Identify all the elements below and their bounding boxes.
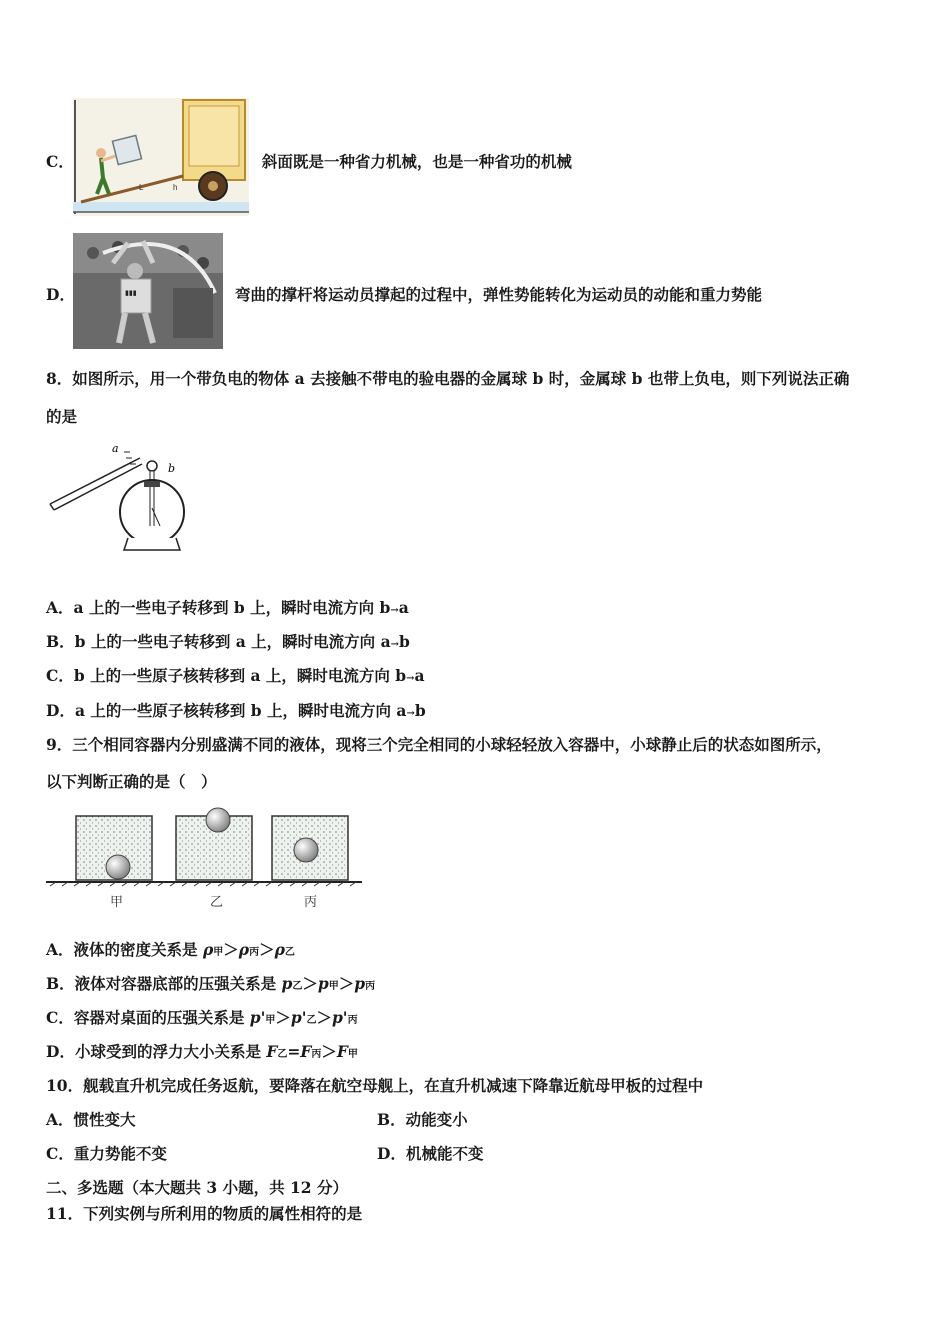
q7-option-c-label: C． xyxy=(46,152,74,171)
q8-option-a: A．a 上的一些电子转移到 b 上，瞬时电流方向 b→a xyxy=(46,598,409,617)
container-label-bing: 丙 xyxy=(304,895,318,910)
q10-option-b: B．动能变小 xyxy=(377,1110,468,1129)
q8-option-b: B．b 上的一些电子转移到 a 上，瞬时电流方向 a→b xyxy=(46,632,410,651)
container-label-jia: 甲 xyxy=(110,895,124,910)
label-a: a xyxy=(112,442,119,455)
q9-option-c: C．容器对桌面的压强关系是 p'甲＞p'乙＞p'丙 xyxy=(46,1008,358,1027)
q10-stem: 10．舰载直升机完成任务返航，要降落在航空母舰上，在直升机减速下降靠近航母甲板的过程中 xyxy=(46,1076,704,1095)
q9-stem-line2: 以下判断正确的是（ ） xyxy=(46,772,217,791)
q9-option-a: A．液体的密度关系是 ρ甲＞ρ丙＞ρ乙 xyxy=(46,940,295,959)
q9-option-b: B．液体对容器底部的压强关系是 p乙＞p甲＞p丙 xyxy=(46,974,376,993)
q7-option-c xyxy=(46,152,572,172)
q9-option-d: D．小球受到的浮力大小关系是 F乙=F丙＞F甲 xyxy=(46,1042,358,1061)
svg-text:h: h xyxy=(173,183,178,192)
q11-stem: 11．下列实例与所利用的物质的属性相符的是 xyxy=(46,1204,363,1223)
q10-option-c: C．重力势能不变 xyxy=(46,1144,167,1163)
q8-option-d: D．a 上的一些原子核转移到 b 上，瞬时电流方向 a→b xyxy=(46,701,426,720)
q7-option-d-label: D． xyxy=(46,285,75,304)
q7-option-c-text: 斜面既是一种省力机械，也是一种省功的机械 xyxy=(261,152,572,171)
section-title: 二、多选题（本大题共 3 小题，共 12 分） xyxy=(46,1178,348,1197)
q10-option-a: A．惯性变大 xyxy=(46,1110,136,1129)
svg-text:L: L xyxy=(139,183,144,192)
svg-text:▮▮▮: ▮▮▮ xyxy=(125,290,137,297)
label-b: b xyxy=(168,462,176,475)
q10-option-d: D．机械能不变 xyxy=(377,1144,484,1163)
q8-option-c: C．b 上的一些原子核转移到 a 上，瞬时电流方向 b→a xyxy=(46,666,425,685)
q9-stem-line1: 9．三个相同容器内分别盛满不同的液体，现将三个完全相同的小球轻轻放入容器中，小球静止后的状态如图所示， xyxy=(46,735,832,754)
container-label-yi: 乙 xyxy=(210,895,224,910)
containers-figure xyxy=(46,806,362,914)
q7-option-d xyxy=(46,285,762,305)
electroscope-figure xyxy=(46,438,196,560)
q8-stem-line2: 的是 xyxy=(46,407,78,426)
q7-option-d-text: 弯曲的撑杆将运动员撑起的过程中，弹性势能转化为运动员的动能和重力势能 xyxy=(234,285,762,304)
q8-stem-line1: 8．如图所示，用一个带负电的物体 a 去接触不带电的验电器的金属球 b 时，金属球 b 也带上负电，则下列说法正确 xyxy=(46,369,850,388)
